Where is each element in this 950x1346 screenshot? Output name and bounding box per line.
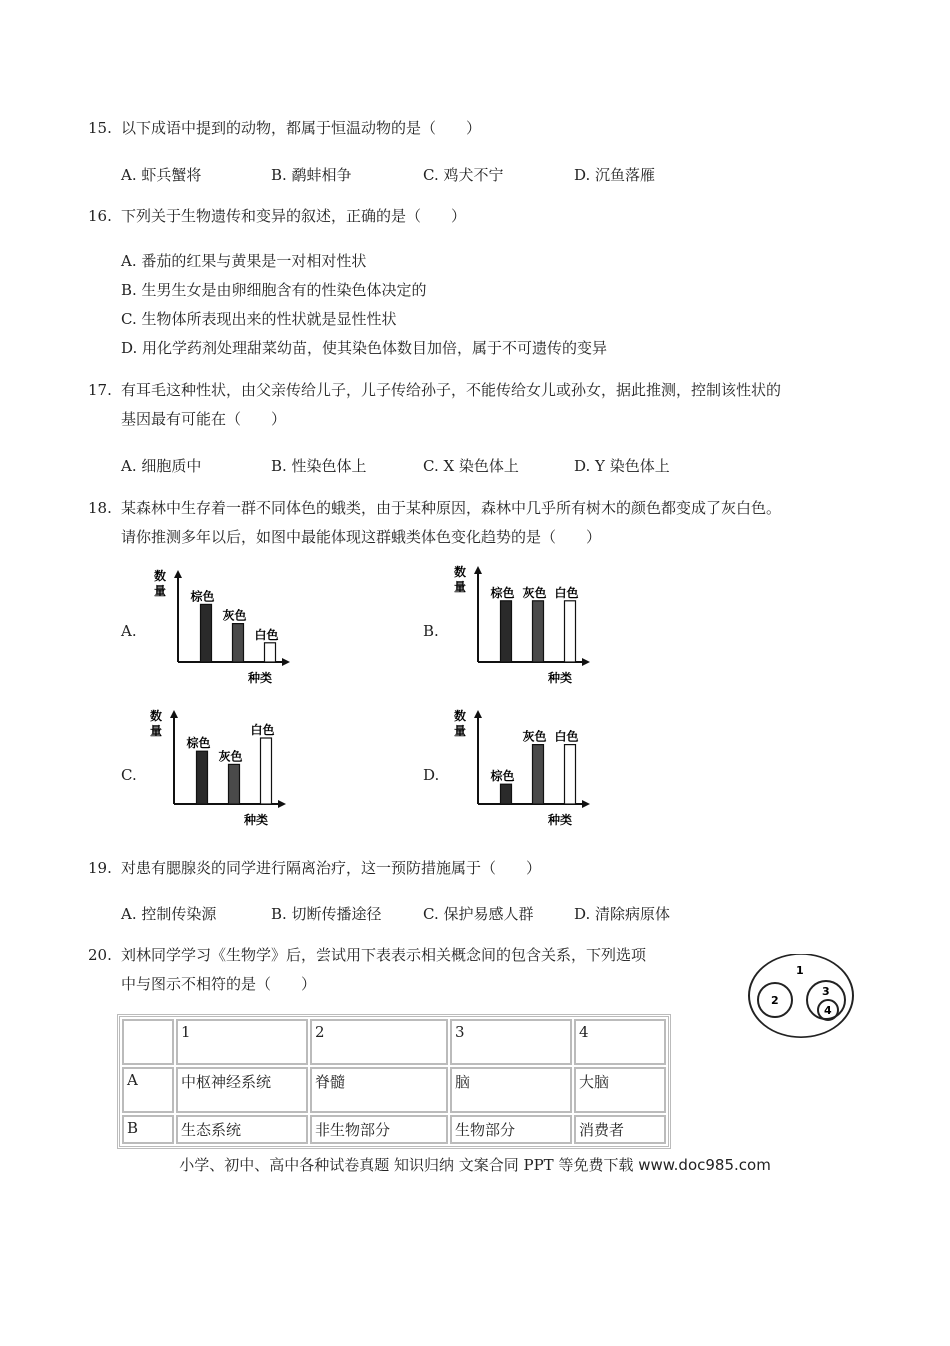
- page-footer: [0, 1154, 950, 1175]
- option-a: A. 细胞质中: [121, 457, 202, 475]
- y-axis-arrow: [474, 710, 482, 718]
- bar-chart-d: [452, 708, 592, 826]
- concept-circles-diagram: [744, 954, 858, 1038]
- x-axis-label: 种类: [548, 671, 573, 684]
- bar-label: 棕色: [186, 736, 211, 751]
- table-cell: 生物部分: [450, 1115, 572, 1144]
- option-d: D. 清除病原体: [574, 905, 671, 923]
- bar-chart-c: [148, 708, 288, 826]
- table-cell: B: [122, 1115, 174, 1144]
- y-axis-arrow: [170, 710, 178, 718]
- y-axis-label: 量: [454, 724, 467, 738]
- question-text-line1: 有耳毛这种性状，由父亲传给儿子，儿子传给孙子，不能传给女儿或孙女，据此推测，控制该性状的: [121, 381, 782, 399]
- y-axis-label: 数: [454, 565, 467, 579]
- x-axis-arrow: [582, 800, 590, 808]
- y-axis-label: 量: [454, 580, 467, 594]
- table-cell: 大脑: [574, 1067, 666, 1113]
- question-text-line1: 刘林同学学习《生物学》后，尝试用下表表示相关概念间的包含关系，下列选项: [121, 946, 647, 964]
- table-header-cell: 4: [574, 1019, 666, 1065]
- option-b: B. 切断传播途径: [271, 905, 382, 923]
- question-18: [88, 494, 878, 552]
- bar-label: 灰色: [218, 749, 243, 764]
- question-15: [88, 114, 878, 143]
- question-text: 对患有腮腺炎的同学进行隔离治疗，这一预防措施属于（ ）: [121, 859, 542, 877]
- bar-2: [565, 745, 576, 804]
- x-axis-arrow: [582, 658, 590, 666]
- question-number: 19.: [88, 859, 112, 877]
- question-number: 16.: [88, 207, 112, 225]
- option-a: A. 控制传染源: [121, 905, 217, 923]
- option-a-label: A.: [121, 622, 137, 640]
- bar-label: 白色: [254, 627, 279, 642]
- bar-1: [229, 764, 240, 804]
- option-d: D. Y 染色体上: [574, 457, 670, 475]
- table-header-cell: 1: [176, 1019, 308, 1065]
- table-cell: 非生物部分: [310, 1115, 448, 1144]
- bar-2: [565, 601, 576, 662]
- table-header-cell: 2: [310, 1019, 448, 1065]
- option-c: C. 鸡犬不宁: [423, 166, 504, 184]
- table-header-cell: 3: [450, 1019, 572, 1065]
- question-19: [88, 854, 878, 883]
- question-number: 17.: [88, 381, 112, 399]
- question-number: 18.: [88, 499, 112, 517]
- bar-0: [501, 784, 512, 804]
- table-cell: 脊髓: [310, 1067, 448, 1113]
- question-text: 以下成语中提到的动物，都属于恒温动物的是（ ）: [121, 119, 482, 137]
- question-number: 20.: [88, 946, 112, 964]
- table-row: [122, 1067, 666, 1113]
- option-a: A. 番茄的红果与黄果是一对相对性状: [121, 252, 367, 270]
- bar-2: [265, 643, 276, 662]
- table-cell: 消费者: [574, 1115, 666, 1144]
- footer-url[interactable]: www.doc985.com: [638, 1156, 771, 1174]
- bar-label: 灰色: [222, 608, 247, 623]
- bar-0: [201, 604, 212, 662]
- bar-0: [501, 601, 512, 662]
- x-axis-label: 种类: [548, 813, 573, 826]
- option-c: C. 保护易感人群: [423, 905, 534, 923]
- y-axis-arrow: [474, 566, 482, 574]
- question-text-line2: 基因最有可能在（ ）: [121, 410, 287, 428]
- x-axis-arrow: [278, 800, 286, 808]
- bar-1: [533, 601, 544, 662]
- footer-text: 小学、初中、高中各种试卷真题 知识归纳 文案合同 PPT 等免费下载: [179, 1156, 634, 1174]
- question-17-options: [121, 455, 761, 477]
- y-axis-label: 数: [150, 709, 163, 723]
- bar-label: 白色: [554, 729, 579, 744]
- y-axis-label: 量: [154, 584, 167, 598]
- x-axis-label: 种类: [248, 671, 273, 684]
- circle-label-4: 4: [824, 1004, 832, 1017]
- bar-label: 棕色: [190, 589, 215, 604]
- option-c: C. X 染色体上: [423, 457, 519, 475]
- circle-label-3: 3: [822, 985, 830, 998]
- table-cell: A: [122, 1067, 174, 1113]
- bar-1: [233, 624, 244, 662]
- bar-label: 灰色: [522, 729, 547, 744]
- circle-label-2: 2: [771, 994, 779, 1007]
- y-axis-label: 数: [454, 709, 467, 723]
- question-text-line2: 中与图示不相符的是（ ）: [121, 975, 317, 993]
- x-axis-arrow: [282, 658, 290, 666]
- table-header-row: [122, 1019, 666, 1065]
- question-16-options: [121, 247, 607, 363]
- question-20: [88, 941, 728, 999]
- bar-1: [533, 745, 544, 804]
- table-row: [122, 1115, 666, 1144]
- question-17: [88, 376, 878, 434]
- option-b-label: B.: [423, 622, 439, 640]
- option-a: A. 虾兵蟹将: [121, 166, 202, 184]
- option-b: B. 鹬蚌相争: [271, 166, 352, 184]
- option-c: C. 生物体所表现出来的性状就是显性性状: [121, 310, 397, 328]
- table-cell: 生态系统: [176, 1115, 308, 1144]
- option-d-label: D.: [423, 766, 440, 784]
- table-cell: 中枢神经系统: [176, 1067, 308, 1113]
- option-b: B. 性染色体上: [271, 457, 367, 475]
- y-axis-label: 数: [154, 569, 167, 583]
- x-axis-label: 种类: [244, 813, 269, 826]
- y-axis-label: 量: [150, 724, 163, 738]
- question-number: 15.: [88, 119, 112, 137]
- option-d: D. 用化学药剂处理甜菜幼苗，使其染色体数目加倍，属于不可遗传的变异: [121, 339, 608, 357]
- bar-chart-a: [152, 568, 292, 684]
- option-c-label: C.: [121, 766, 137, 784]
- bar-label: 棕色: [490, 769, 515, 784]
- question-19-options: [121, 903, 761, 925]
- bar-label: 灰色: [522, 585, 547, 600]
- bar-chart-b: [452, 564, 592, 684]
- y-axis-arrow: [174, 570, 182, 578]
- question-text-line1: 某森林中生存着一群不同体色的蛾类，由于某种原因，森林中几乎所有树木的颜色都变成了灰白色。: [121, 499, 782, 517]
- question-text: 下列关于生物遗传和变异的叙述，正确的是（ ）: [121, 207, 467, 225]
- option-d: D. 沉鱼落雁: [574, 166, 656, 184]
- bar-label: 白色: [250, 723, 275, 737]
- circle-label-1: 1: [796, 964, 804, 977]
- bar-label: 棕色: [490, 585, 515, 600]
- bar-label: 白色: [554, 585, 579, 600]
- table-header-cell: [122, 1019, 174, 1065]
- bar-2: [261, 738, 272, 804]
- bar-0: [197, 751, 208, 804]
- question-16: [88, 202, 878, 231]
- table-cell: 脑: [450, 1067, 572, 1113]
- concept-table: [117, 1014, 671, 1149]
- question-15-options: [121, 164, 761, 186]
- question-text-line2: 请你推测多年以后，如图中最能体现这群蛾类体色变化趋势的是（ ）: [121, 528, 602, 546]
- option-b: B. 生男生女是由卵细胞含有的性染色体决定的: [121, 281, 427, 299]
